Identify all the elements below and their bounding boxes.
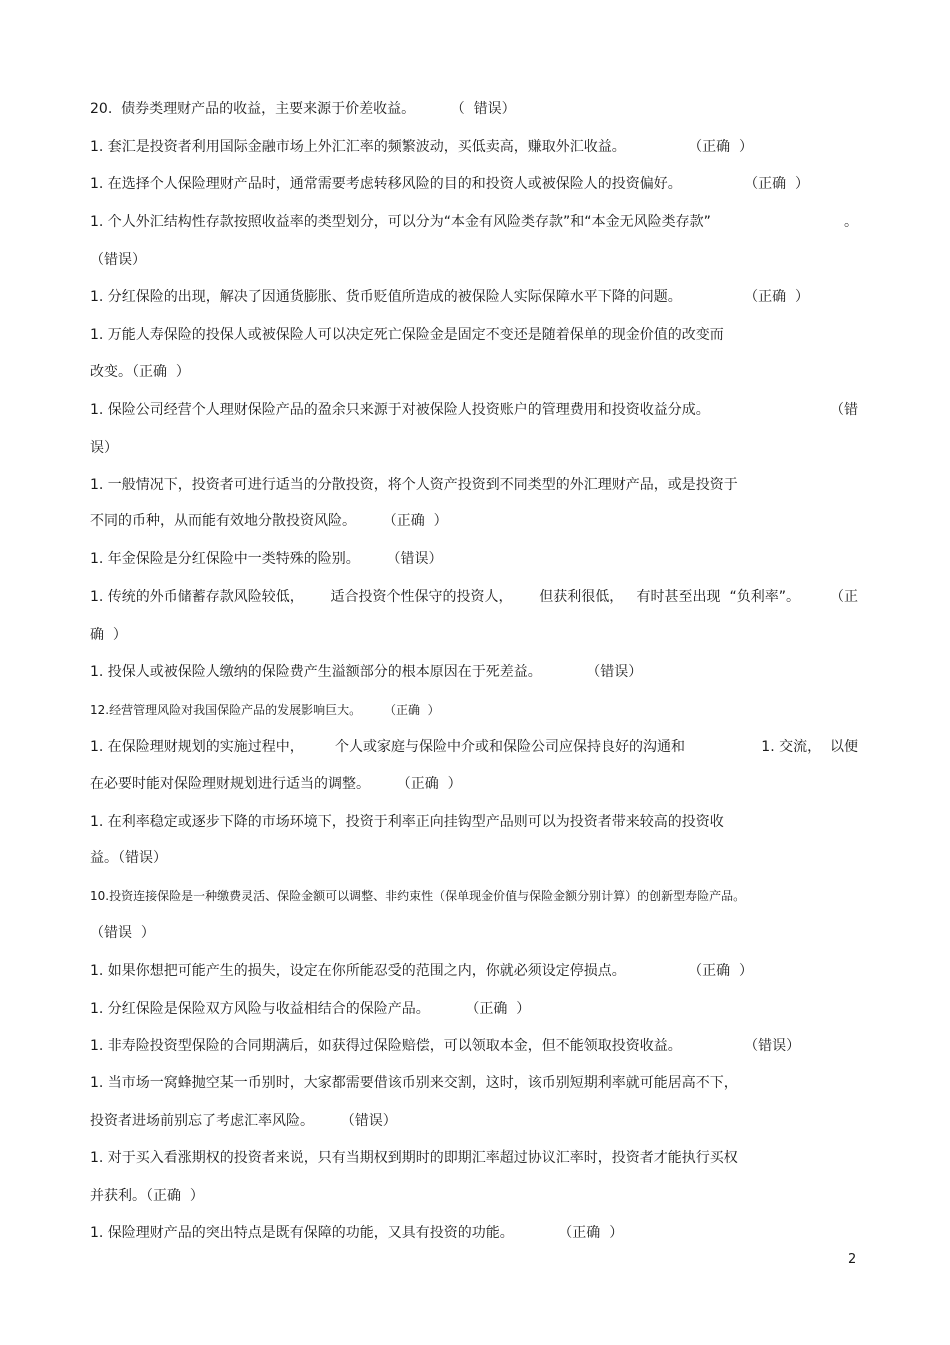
line-right-text: 。 xyxy=(844,214,858,230)
line-text: 改变。（正确 ） xyxy=(90,364,190,380)
line-text: 20. 债券类理财产品的收益，主要来源于价差收益。 （ 错误） xyxy=(90,101,516,117)
text-line xyxy=(90,961,753,981)
text-line xyxy=(90,325,724,345)
text-line xyxy=(90,737,858,757)
text-line xyxy=(90,400,858,420)
line-text: 1. 传统的外币储蓄存款风险较低， 适合投资个性保守的投资人， 但获利很低， 有时甚至出现 “负利率”。 xyxy=(90,589,800,605)
text-line xyxy=(90,1036,800,1056)
line-text: 1. 个人外汇结构性存款按照收益率的类型划分，可以分为“本金有风险类存款”和“本金无风险类存款” xyxy=(90,214,711,230)
text-line xyxy=(90,1111,397,1131)
line-text: 1. 在利率稳定或逐步下降的市场环境下，投资于利率正向挂钩型产品则可以为投资者带来较高的投资收 xyxy=(90,814,724,830)
text-line xyxy=(90,212,858,232)
line-text: 1. 在保险理财规划的实施过程中， 个人或家庭与保险中介或和保险公司应保持良好的沟通和 xyxy=(90,739,685,755)
text-line xyxy=(90,1223,623,1243)
line-text: 1. 对于买入看涨期权的投资者来说，只有当期权到期时的即期汇率超过协议汇率时，投资者才能执行买权 xyxy=(90,1150,738,1166)
line-text: 1. 当市场一窝蜂抛空某一币别时，大家都需要借该币别来交割，这时，该币别短期利率就可能居高不下， xyxy=(90,1075,738,1091)
text-line xyxy=(90,700,440,720)
line-text: （错误 ） xyxy=(90,925,155,941)
line-text: 1. 保险理财产品的突出特点是既有保障的功能，又具有投资的功能。 （正确 ） xyxy=(90,1225,624,1241)
line-text: 1. 分红保险是保险双方风险与收益相结合的保险产品。 （正确 ） xyxy=(90,1001,531,1017)
text-line xyxy=(90,886,745,906)
line-text: 在必要时能对保险理财规划进行适当的调整。 （正确 ） xyxy=(90,776,462,792)
text-line xyxy=(90,174,809,194)
line-text: （错误） xyxy=(90,252,146,268)
page-number: 2 xyxy=(848,1252,857,1267)
text-line xyxy=(90,662,642,682)
line-text: 10.投资连接保险是一种缴费灵活、保险金额可以调整、非约束性（保单现金价值与保险金额分别计算）的创新型寿险产品。 xyxy=(90,889,746,903)
text-line xyxy=(90,848,167,868)
text-line xyxy=(90,549,443,569)
text-line xyxy=(90,774,462,794)
text-line xyxy=(90,625,127,645)
line-text: 1. 非寿险投资型保险的合同期满后，如获得过保险赔偿，可以领取本金，但不能领取投资收益。 （错误） xyxy=(90,1038,801,1054)
text-line xyxy=(90,587,858,607)
text-line xyxy=(90,1073,738,1093)
line-right-text: （正 xyxy=(830,589,858,605)
line-text: 12.经营管理风险对我国保险产品的发展影响巨大。 （正确 ） xyxy=(90,703,440,717)
line-text: 1. 如果你想把可能产生的损失，设定在你所能忍受的范围之内，你就必须设定停损点。 （正确 ） xyxy=(90,963,754,979)
line-right-text: （错 xyxy=(830,402,858,418)
line-text: 1. 套汇是投资者利用国际金融市场上外汇汇率的频繁波动，买低卖高，赚取外汇收益。 （正确 ） xyxy=(90,139,754,155)
text-line xyxy=(90,475,738,495)
line-text: 确 ） xyxy=(90,627,127,643)
text-line xyxy=(90,438,118,458)
line-text: 1. 一般情况下，投资者可进行适当的分散投资，将个人资产投资到不同类型的外汇理财产品，或是投资于 xyxy=(90,477,738,493)
text-line xyxy=(90,99,516,119)
text-line xyxy=(90,999,530,1019)
text-line xyxy=(90,362,190,382)
line-text: 并获利。（正确 ） xyxy=(90,1188,204,1204)
text-line xyxy=(90,1186,204,1206)
text-line xyxy=(90,1148,738,1168)
line-text: 投资者进场前别忘了考虑汇率风险。 （错误） xyxy=(90,1113,397,1129)
text-line xyxy=(90,511,448,531)
line-text: 1. 在选择个人保险理财产品时，通常需要考虑转移风险的目的和投资人或被保险人的投资偏好。 （正确 ） xyxy=(90,176,810,192)
line-right-text: 1. 交流， 以便 xyxy=(761,739,858,755)
line-text: 1. 保险公司经营个人理财保险产品的盈余只来源于对被保险人投资账户的管理费用和投资收益分成。 xyxy=(90,402,710,418)
line-text: 益。（错误） xyxy=(90,850,167,866)
text-line xyxy=(90,287,809,307)
line-text: 误） xyxy=(90,440,118,456)
line-text: 1. 年金保险是分红保险中一类特殊的险别。 （错误） xyxy=(90,551,443,567)
text-line xyxy=(90,923,155,943)
line-text: 1. 投保人或被保险人缴纳的保险费产生溢额部分的根本原因在于死差益。 （错误） xyxy=(90,664,643,680)
text-line xyxy=(90,137,753,157)
text-line xyxy=(90,812,724,832)
line-text: 不同的币种，从而能有效地分散投资风险。 （正确 ） xyxy=(90,513,448,529)
text-line xyxy=(90,250,146,270)
line-text: 1. 万能人寿保险的投保人或被保险人可以决定死亡保险金是固定不变还是随着保单的现金价值的改变而 xyxy=(90,327,724,343)
line-text: 1. 分红保险的出现，解决了因通货膨胀、货币贬值所造成的被保险人实际保障水平下降的问题。 （正确 ） xyxy=(90,289,810,305)
